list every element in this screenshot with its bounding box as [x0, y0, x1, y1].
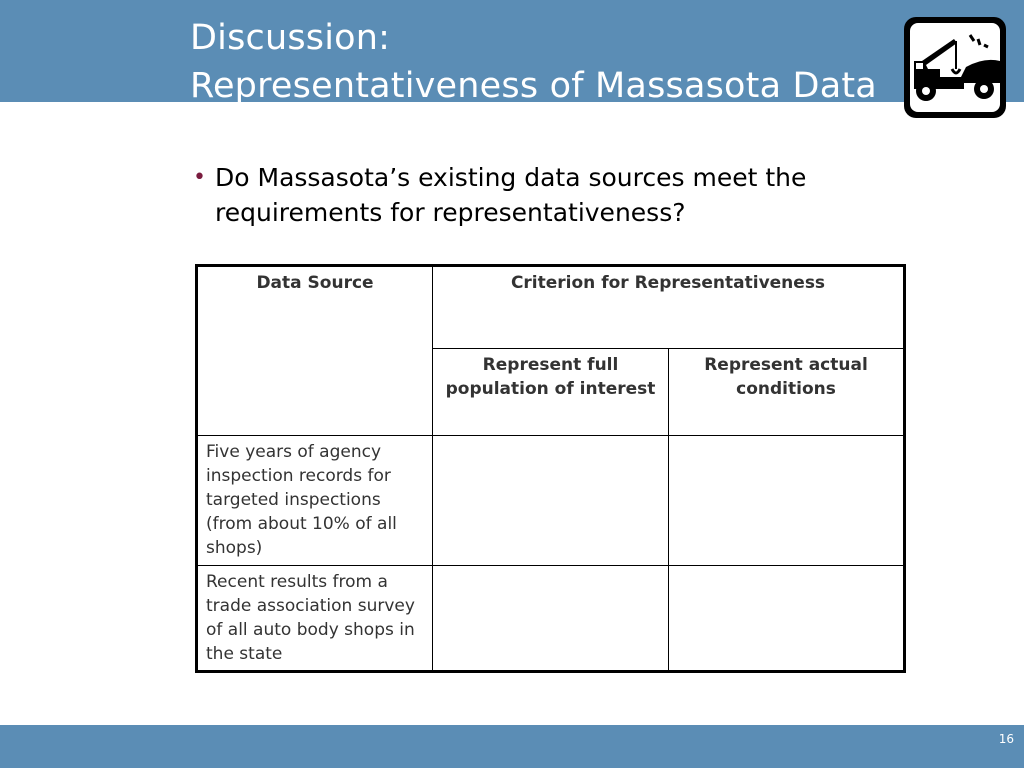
- title-line-2: Representativeness of Massasota Data: [190, 66, 877, 106]
- bullet-text: Do Massasota’s existing data sources meet the requirements for representativeness?: [215, 163, 807, 227]
- table-row: [197, 436, 905, 566]
- header-criterion: Criterion for Representativeness: [433, 266, 905, 349]
- cell-full-population: [433, 436, 669, 566]
- title-line-1: Discussion:: [190, 18, 391, 58]
- header-data-source: Data Source: [197, 266, 433, 436]
- subheader-actual-conditions: Represent actual conditions: [669, 349, 905, 436]
- cell-actual-conditions: [669, 566, 905, 672]
- table-header-row: [197, 266, 905, 349]
- cell-data-source: Recent results from a trade association survey of all auto body shops in the state: [197, 566, 433, 672]
- table-row: [197, 566, 905, 672]
- cell-actual-conditions: [669, 436, 905, 566]
- cell-full-population: [433, 566, 669, 672]
- representativeness-table: [195, 264, 906, 673]
- subheader-full-population: Represent full population of interest: [433, 349, 669, 436]
- cell-data-source: Five years of agency inspection records for targeted inspections (from about 10% of all shops): [197, 436, 433, 566]
- tow-truck-icon: [904, 17, 1006, 118]
- page-number: 16: [998, 732, 1014, 746]
- bullet-dot-icon: •: [193, 165, 206, 190]
- slide-title: [190, 14, 877, 110]
- footer-bar: [0, 725, 1024, 768]
